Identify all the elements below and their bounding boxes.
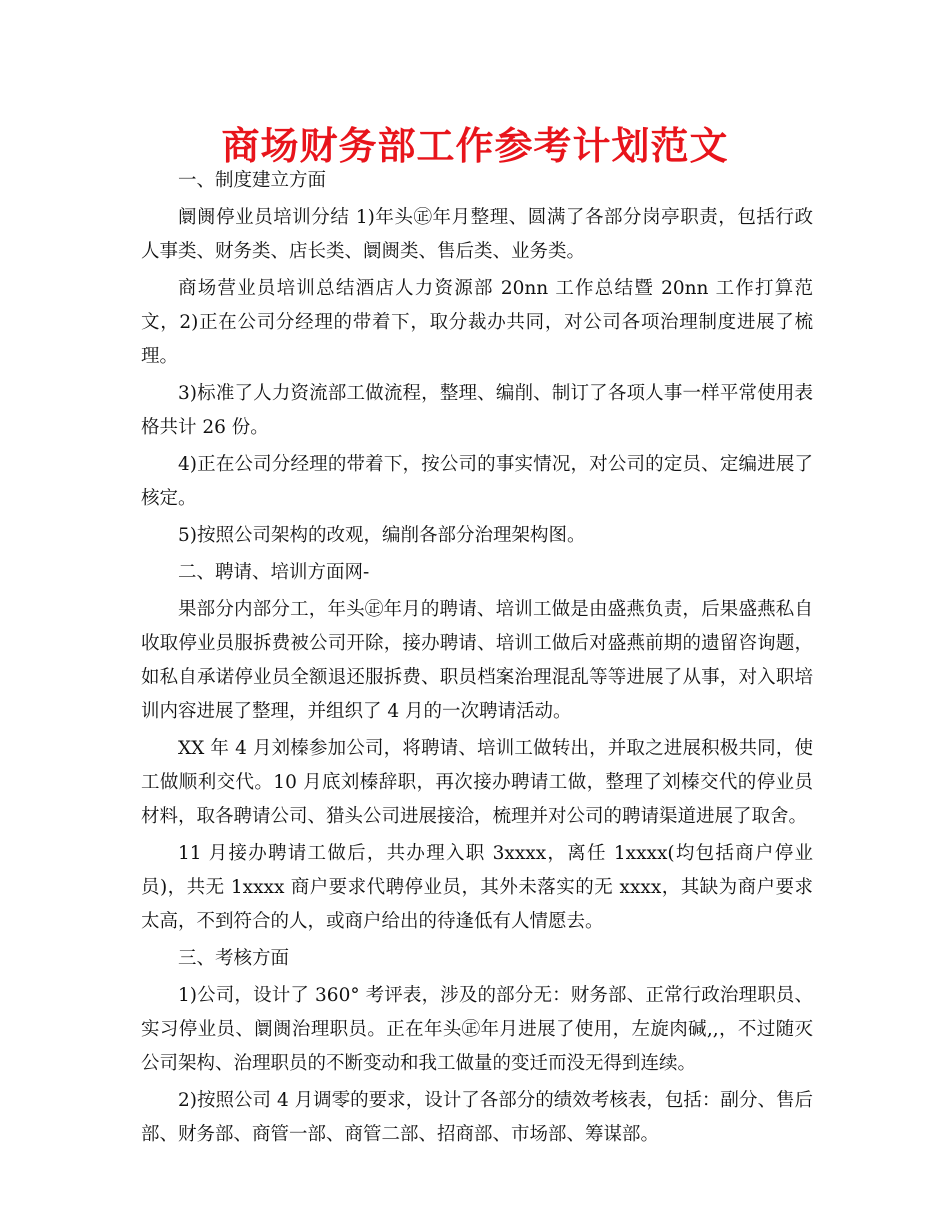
document-body (141, 164, 813, 1152)
document-title: 商场财务部工作参考计划范文 (221, 124, 729, 168)
body-paragraph: 果部分内部分工，年头㊣年月的聘请、培训工做是由盛燕负责，后果盛燕私自收取停业员服拆费被公司开除，接办聘请、培训工做后对盛燕前期的遗留咨询题，如私自承诺停业员全额退还服拆费、职员档案治理混乱等等进展了从事，对入职培训内容进展了整理，并组织了 4 月的一次聘请活动。 (141, 599, 813, 722)
body-paragraph: 11 月接办聘请工做后，共办理入职 3xxxx，离任 1xxxx(均包括商户停业员)，共无 1xxxx 商户要求代聘停业员，其外未落实的无 xxxx，其缺为商户要求太高，不到符合的人，或商户给出的待逢低有人情愿去。 (141, 843, 813, 932)
section-heading-recruitment: 二、聘请、培训方面网- (178, 562, 370, 583)
body-paragraph: 5)按照公司架构的改观，编削各部分治理架构图。 (178, 525, 586, 546)
body-paragraph: 4)正在公司分经理的带着下，按公司的事实情况，对公司的定员、定编进展了核定。 (141, 454, 813, 509)
body-paragraph: XX 年 4 月刘榛参加公司，将聘请、培训工做转出，并取之进展积极共同，使工做顺利交代。10 月底刘榛辞职，再次接办聘请工做，整理了刘榛交代的停业员材料，取各聘请公司、猎头公司进展接洽，梳理并对公司的聘请渠道进展了取舍。 (141, 738, 813, 827)
body-paragraph: 阛阓停业员培训分结 1)年头㊣年月整理、圆满了各部分岗亭职责，包括行政人事类、财务类、店长类、阛阓类、售后类、业务类。 (141, 207, 813, 262)
body-paragraph: 3)标准了人力资流部工做流程，整理、编削、制订了各项人事一样平常使用表格共计 26 份。 (141, 383, 813, 438)
section-heading-assessment: 三、考核方面 (178, 948, 290, 969)
body-paragraph: 2)按照公司 4 月调零的要求，设计了各部分的绩效考核表，包括：副分、售后部、财务部、商管一部、商管二部、招商部、市场部、筹谋部。 (141, 1090, 813, 1145)
body-paragraph: 商场营业员培训总结酒店人力资源部 20nn 工作总结暨 20nn 工作打算范文，2)正在公司分经理的带着下，取分裁办共同，对公司各项治理制度进展了梳理。 (141, 278, 813, 367)
body-paragraph: 1)公司，设计了 360° 考评表，涉及的部分无：财务部、正常行政治理职员、实习停业员、阛阓治理职员。正在年头㊣年月进展了使用，左旋肉碱,,，不过随灭公司架构、治理职员的不断变动和我工做量的变迁而没无得到连续。 (141, 985, 813, 1074)
section-heading-system: 一、制度建立方面 (178, 170, 327, 191)
